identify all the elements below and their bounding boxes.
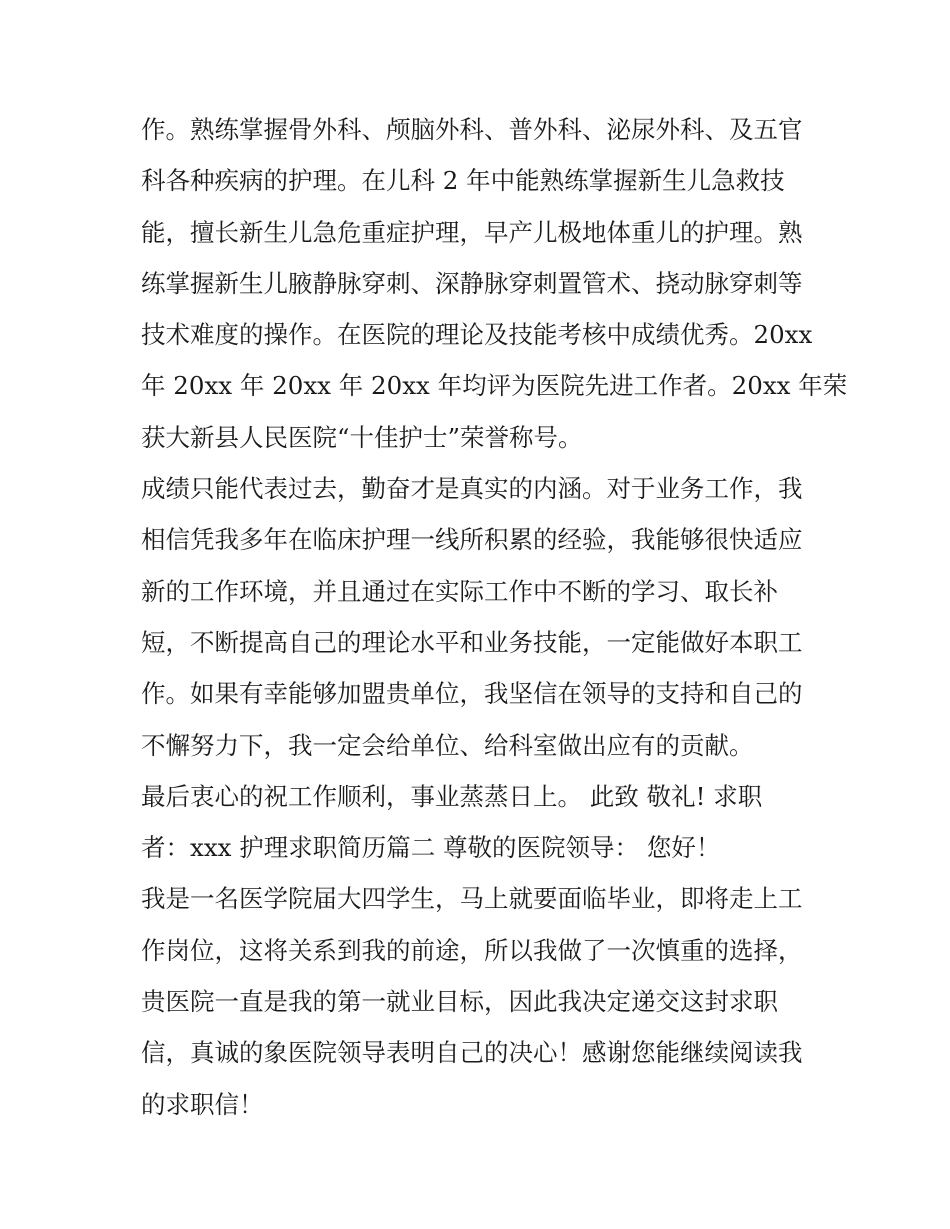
text-line: 年 20xx 年 20xx 年 20xx 年均评为医院先进工作者。20xx 年荣 bbox=[141, 371, 848, 401]
text-line: 获大新县人民医院“十佳护士”荣誉称号。 bbox=[141, 422, 583, 452]
text-line: 成绩只能代表过去，勤奋才是真实的内涵。对于业务工作，我 bbox=[141, 474, 803, 504]
text-line: 作岗位，这将关系到我的前途，所以我做了一次慎重的选择， bbox=[141, 935, 803, 965]
text-line: 最后衷心的祝工作顺利，事业蒸蒸日上。 此致 敬礼! 求职 bbox=[141, 781, 763, 811]
body-text bbox=[141, 104, 848, 1130]
text-line: 新的工作环境，并且通过在实际工作中不断的学习、取长补 bbox=[141, 576, 778, 606]
text-line: 相信凭我多年在临床护理一线所积累的经验，我能够很快适应 bbox=[141, 525, 803, 555]
text-line: 者：xxx 护理求职简历篇二 尊敬的医院领导： 您好！ bbox=[141, 833, 721, 863]
text-line: 我是一名医学院届大四学生，马上就要面临毕业，即将走上工 bbox=[141, 884, 803, 914]
text-line: 作。熟练掌握骨外科、颅脑外科、普外科、泌尿外科、及五官 bbox=[141, 115, 803, 144]
text-line: 科各种疾病的护理。在儿科 2 年中能熟练掌握新生儿急救技 bbox=[141, 166, 785, 196]
text-line: 贵医院一直是我的第一就业目标，因此我决定递交这封求职 bbox=[141, 987, 778, 1017]
text-line: 短，不断提高自己的理论水平和业务技能，一定能做好本职工 bbox=[141, 627, 803, 657]
text-line: 练掌握新生儿腋静脉穿刺、深静脉穿刺置管术、挠动脉穿刺等 bbox=[141, 268, 803, 298]
text-line: 作。如果有幸能够加盟贵单位，我坚信在领导的支持和自己的 bbox=[141, 679, 803, 709]
text-line: 不懈努力下，我一定会给单位、给科室做出应有的贡献。 bbox=[141, 730, 754, 760]
text-line: 技术难度的操作。在医院的理论及技能考核中成绩优秀。20xx bbox=[141, 320, 813, 350]
text-line: 信，真诚的象医院领导表明自己的决心！感谢您能继续阅读我 bbox=[141, 1038, 803, 1068]
text-line: 能，擅长新生儿急危重症护理，早产儿极地体重儿的护理。熟 bbox=[141, 217, 803, 247]
text-line: 的求职信！ bbox=[141, 1089, 264, 1119]
